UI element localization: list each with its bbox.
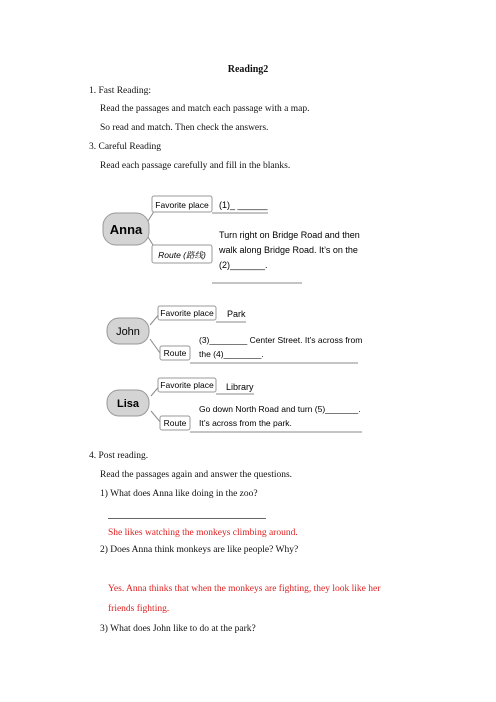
anna-branch (103, 196, 360, 283)
lisa-route-label: Route (163, 418, 187, 428)
lisa-route-line-1: Go down North Road and turn (5)_______. (199, 404, 361, 414)
page-title: Reading2 (227, 64, 269, 75)
anna-route-line-1: Turn right on Bridge Road and then (219, 230, 360, 240)
john-branch (107, 306, 362, 363)
anna-name: Anna (109, 222, 143, 237)
section-4-heading: 4. Post reading. (89, 451, 149, 461)
question-2: 2) Does Anna think monkeys are like people? Why? (100, 545, 299, 555)
question-1: 1) What does Anna like doing in the zoo? (100, 489, 258, 499)
john-route-label: Route (163, 348, 187, 358)
answer-1: She likes watching the monkeys climbing around. (108, 528, 298, 538)
section-3-instruction: Read each passage carefully and fill in the blanks. (100, 161, 291, 171)
anna-route-line-2: walk along Bridge Road. It’s on the (219, 245, 358, 255)
section-3-heading: 3. Careful Reading (89, 142, 162, 152)
john-name: John (116, 326, 140, 338)
john-route-line-1: (3)________ Center Street. It’s across from (199, 335, 363, 345)
john-fav-label: Favorite place (160, 308, 214, 318)
section-1-instruction-2: So read and match. Then check the answers. (100, 123, 269, 133)
anna-fav-value: (1)_ ______ (219, 200, 268, 210)
anna-route-line-3: (2)_______. (219, 260, 268, 270)
lisa-name: Lisa (116, 398, 140, 410)
john-route-line-2: the (4)________. (199, 349, 264, 359)
section-1-instruction-1: Read the passages and match each passage with a map. (100, 104, 310, 114)
lisa-fav-label: Favorite place (160, 380, 214, 390)
answer-2-line-2: friends fighting. (108, 604, 170, 614)
answer-2-line-1: Yes. Anna thinks that when the monkeys are fighting, they look like her (108, 584, 381, 594)
mind-map-diagram (0, 185, 496, 435)
lisa-branch (107, 378, 362, 432)
lisa-route-line-2: It’s across from the park. (199, 418, 292, 428)
section-4-instruction: Read the passages again and answer the questions. (100, 470, 293, 480)
john-fav-value: Park (227, 309, 246, 319)
anna-route-label: Route (路线) (158, 250, 206, 260)
question-3: 3) What does John like to do at the park? (100, 624, 256, 634)
section-1-heading: 1. Fast Reading: (89, 86, 152, 96)
anna-fav-label: Favorite place (155, 200, 209, 210)
answer-line (108, 518, 266, 519)
lisa-fav-value: Library (226, 382, 254, 392)
